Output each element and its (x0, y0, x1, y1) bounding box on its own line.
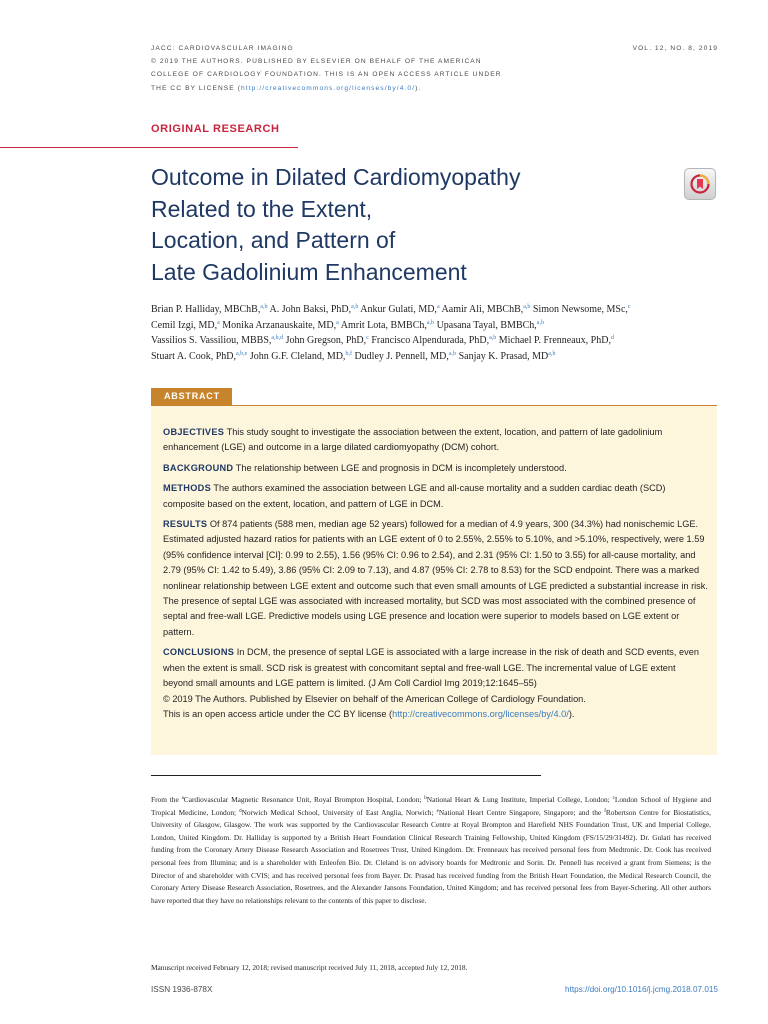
section-rule (0, 147, 298, 148)
footnote-text: From the (151, 795, 182, 804)
footnote-text: National Heart & Lung Institute, Imperial College, London; (426, 795, 613, 804)
license-prefix: This is an open access article under the CC BY license ( (163, 708, 393, 719)
affiliation-ref[interactable]: a (436, 304, 440, 310)
affiliations-footnote (151, 794, 711, 907)
affiliation-ref[interactable]: a,b (523, 304, 531, 310)
affiliation-mark: a (181, 796, 184, 801)
title-line-2: Related to the Extent, (151, 195, 373, 222)
objectives-label: OBJECTIVES (163, 427, 225, 437)
title-line-1: Outcome in Dilated Cardiomyopathy (151, 164, 521, 190)
footnote-text: Robertson Centre for Biostatistics, University of Glasgow, Glasgow. The work was supported by the Cardiovascular Research Centre at Royal Brompton and Harefield NHS Foundation Trust, UK and Imperial College, London, United Kingdom. Dr. Halliday is supported by a British Heart Foundation Clinical Research Training Fellowship, United Kingdom (FS/15/29/31492). Dr. Gulati has received funding from the Coronary Artery Disease Research Association and Rosetrees Trust, United Kingdom. Dr. Frenneaux has received personal fees from Medtronic. Dr. Cook has received personal fees from Illumina; and is a shareholder with Enleofen Bio. Dr. Cleland is on advisory boards for Medtronic and Sorin. Dr. Pennell has received a grant from Siemens; is the Director of and shareholder with CVIS; and has received personal fees from Bayer. Dr. Prasad has received funding from the British Heart Foundation, the Medical Research Council, the Coronary Artery Disease Research Association, Rosetrees, and the Alexander Jansons Foundation, United Kingdom; and has received personal fees from Bayer-Schering. All other authors have reported that they have no relationships relevant to the contents of this paper to disclose. (151, 807, 711, 905)
author-name: Sanjay K. Prasad, MD (456, 350, 549, 362)
article-title (151, 162, 671, 288)
author-name: A. John Baksi, PhD, (267, 304, 352, 315)
copyright-line: © 2019 THE AUTHORS. PUBLISHED BY ELSEVIER ON BEHALF OF THE AMERICAN (151, 58, 482, 66)
doi-link[interactable]: https://doi.org/10.1016/j.jcmg.2018.07.015 (565, 985, 718, 994)
affiliation-ref[interactable]: a,b,d (271, 335, 284, 342)
license-suffix: ). (568, 708, 575, 719)
affiliation-ref[interactable]: a,b (426, 319, 435, 326)
affiliation-ref[interactable]: a,b (351, 304, 359, 310)
journal-header (151, 42, 571, 95)
footnote-text: Norwich Medical School, University of East Anglia, Norwich; (241, 807, 437, 817)
author-name: Dudley J. Pennell, MD, (351, 350, 449, 362)
author-line-3 (151, 333, 731, 349)
abstract-objectives (163, 425, 708, 456)
license-suffix: ). (415, 84, 422, 92)
bookmark-icon (690, 174, 710, 194)
author-name: John Gregson, PhD, (283, 335, 367, 347)
author-name: Aamir Ali, MBChB, (439, 304, 524, 315)
affiliation-mark: c (612, 796, 615, 801)
author-name: Michael P. Frenneaux, PhD, (496, 335, 611, 347)
abstract-text (163, 425, 708, 727)
conclusions-label: CONCLUSIONS (163, 647, 235, 658)
abstract-tab: ABSTRACT (151, 388, 232, 405)
author-name: Vassilios S. Vassiliou, MBBS, (151, 335, 272, 347)
author-name: Simon Newsome, MSc, (530, 304, 628, 315)
abstract-conclusions (163, 645, 708, 722)
methods-label: METHODS (163, 483, 212, 494)
abstract-background (163, 461, 708, 476)
footnote-text: London School of Hygiene and Tropical Medicine, London; (151, 795, 711, 817)
volume-info: VOL. 12, NO. 8, 2019 (632, 45, 718, 52)
author-line-2 (151, 318, 731, 334)
abstract-copyright: © 2019 The Authors. Published by Elsevier on behalf of the American College of Cardiology Foundation. (163, 693, 586, 704)
author-name: John G.F. Cleland, MD, (247, 350, 346, 362)
affiliation-mark: f (604, 808, 606, 814)
objectives-text: This study sought to investigate the association between the extent, location, and pattern of late gadolinium enhancement (LGE) and outcome in a large dilated cardiomyopathy (DCM) cohort. (163, 427, 663, 453)
affiliation-ref[interactable]: c (366, 335, 369, 342)
abstract-results (163, 517, 708, 640)
affiliation-ref[interactable]: a,b (489, 335, 497, 342)
results-text: Of 874 patients (588 men, median age 52 years) followed for a median of 4.9 years, 300 (34.3%) had nonischemic LGE. Estimated adjusted hazard ratios for patients with an LGE extent of 0 to 2.55%, 2.55% to 5.10%, and >5.10%, respectively, were 1.59 (95% confidence interval [CI]: 0.99 to 2.55), 1.56 (95% CI: 0.96 to 2.54), and 2.31 (95% CI: 1.50 to 3.55) for all-cause mortality, and 2.79 (95% CI: 1.42 to 5.49), 3.86 (95% CI: 2.09 to 7.13), and 4.87 (95% CI: 2.78 to 8.53) for the SCD endpoint. There was a marked nonlinear relationship between LGE extent and outcome such that even small amounts of LGE predicted a substantial increase in risk. The presence of septal LGE was associated with increased mortality, but SCD was most associated with the combined presence of septal and free-wall LGE. Predictive models using LGE presence and location were superior to models based on LGE extent or pattern. (163, 519, 708, 637)
affiliation-ref[interactable]: a,b,e (236, 350, 248, 357)
affiliation-mark: d (239, 808, 242, 814)
conclusions-text: In DCM, the presence of septal LGE is associated with a large increase in the risk of death and SCD events, even when the extent is small. SCD risk is greatest with concomitant septal and free-wall LGE. The incremental value of LGE extent beyond small amounts and LGE pattern is limited. (163, 647, 699, 689)
license-line (151, 82, 571, 95)
affiliation-ref[interactable]: b,f (345, 350, 352, 357)
affiliation-ref[interactable]: a,b (448, 350, 457, 357)
background-label: BACKGROUND (163, 462, 234, 473)
author-line-1 (151, 302, 731, 318)
affiliation-ref[interactable]: c (627, 304, 631, 310)
affiliation-ref[interactable]: a,b (260, 304, 268, 310)
affiliation-ref[interactable]: a (217, 319, 220, 326)
results-label: RESULTS (163, 519, 208, 530)
abstract-methods (163, 481, 708, 512)
author-name: Ankur Gulati, MD, (358, 304, 437, 315)
author-name: Upasana Tayal, BMBCh, (434, 319, 537, 331)
abstract-license-link[interactable]: http://creativecommons.org/licenses/by/4.0/ (392, 708, 569, 719)
author-name: Monika Arzanauskaite, MD, (219, 319, 337, 331)
crossmark-badge[interactable] (684, 168, 716, 200)
section-label: ORIGINAL RESEARCH (151, 123, 280, 135)
title-line-3: Location, and Pattern of (151, 227, 396, 253)
author-list (151, 302, 731, 364)
affiliation-ref[interactable]: a,b (548, 350, 556, 357)
author-name: Amrit Lota, BMBCh, (338, 319, 427, 331)
footnote-text: Cardiovascular Magnetic Resonance Unit, Royal Brompton Hospital, London; (183, 795, 425, 804)
affiliation-ref[interactable]: a,b (536, 319, 544, 326)
manuscript-dates: Manuscript received February 12, 2018; revised manuscript received July 11, 2018, accepted July 12, 2018. (151, 963, 468, 972)
author-name: Francisco Alpendurada, PhD, (368, 335, 490, 347)
affiliation-mark: b (424, 796, 427, 801)
author-name: Brian P. Halliday, MBChB, (151, 304, 261, 315)
issn: ISSN 1936-878X (151, 985, 213, 994)
author-name: Cemil Izgi, MD, (151, 319, 218, 331)
college-line: COLLEGE OF CARDIOLOGY FOUNDATION. THIS IS AN OPEN ACCESS ARTICLE UNDER (151, 71, 502, 79)
journal-name: JACC: CARDIOVASCULAR IMAGING (151, 45, 294, 52)
background-text: The relationship between LGE and prognosis in DCM is incompletely understood. (233, 462, 567, 473)
license-link[interactable]: http://creativecommons.org/licenses/by/4.0/ (241, 84, 416, 92)
methods-text: The authors examined the association between LGE and all-cause mortality and a sudden cardiac death (SCD) composite based on the extent, location, and pattern of LGE in DCM. (163, 483, 666, 509)
affiliation-mark: e (436, 808, 439, 814)
title-line-4: Late Gadolinium Enhancement (151, 258, 467, 285)
author-line-4 (151, 349, 731, 365)
affiliation-ref[interactable]: a (336, 319, 339, 326)
license-prefix: THE CC BY LICENSE ( (151, 84, 242, 92)
footnote-divider (151, 775, 541, 776)
footnote-text: National Heart Centre Singapore, Singapore; and the (438, 807, 605, 817)
affiliation-ref[interactable]: d (610, 335, 614, 342)
author-name: Stuart A. Cook, PhD, (151, 350, 237, 362)
citation-text: (J Am Coll Cardiol Img 2019;12:1645–55) (365, 678, 537, 689)
